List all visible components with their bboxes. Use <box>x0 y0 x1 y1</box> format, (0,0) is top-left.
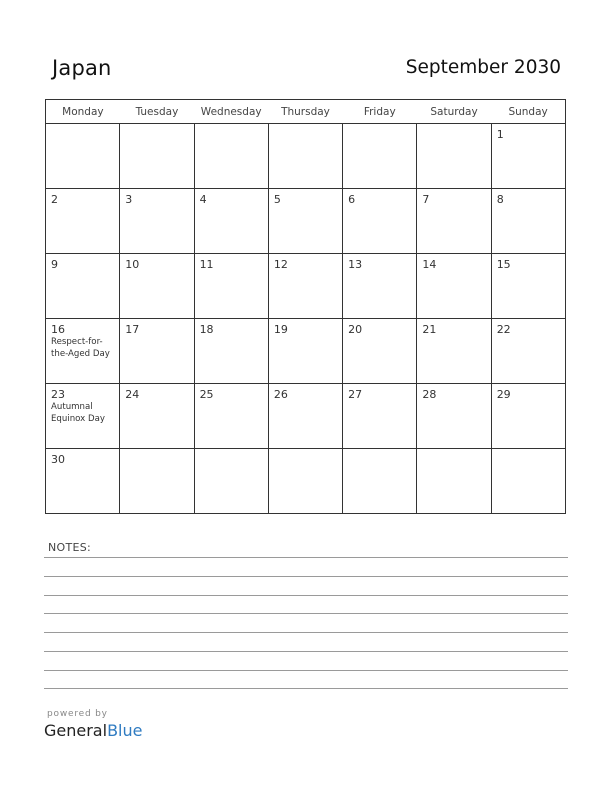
day-number: 28 <box>422 388 437 401</box>
note-line <box>44 576 568 577</box>
calendar-day-cell[interactable] <box>46 189 120 254</box>
day-number: 10 <box>125 258 140 271</box>
notes-label: NOTES: <box>48 541 92 554</box>
calendar-empty-cell <box>194 124 268 189</box>
calendar-day-cell[interactable] <box>194 384 268 449</box>
calendar-day-cell[interactable] <box>194 319 268 384</box>
weekday-header-row <box>46 100 566 124</box>
calendar-day-cell[interactable] <box>120 189 194 254</box>
day-number: 23 <box>51 388 65 401</box>
note-line <box>44 651 568 652</box>
note-line <box>44 557 568 558</box>
weekday-thursday: Thursday <box>268 100 342 124</box>
day-number: 19 <box>273 323 288 336</box>
brand-blue: Blue <box>107 721 143 740</box>
day-number: 16 <box>51 323 65 336</box>
calendar-day-cell[interactable] <box>268 319 342 384</box>
note-line <box>44 613 568 614</box>
weekday-wednesday: Wednesday <box>194 100 268 124</box>
note-line <box>44 688 568 689</box>
day-number: 14 <box>422 258 437 271</box>
weekday-sunday: Sunday <box>491 100 565 124</box>
note-line <box>44 632 568 633</box>
calendar-empty-cell <box>343 124 417 189</box>
day-number: 11 <box>199 258 214 271</box>
calendar-day-cell[interactable] <box>417 189 491 254</box>
day-number: 15 <box>496 258 511 271</box>
day-number: 3 <box>125 193 133 206</box>
calendar-empty-cell <box>268 449 342 514</box>
day-number: 18 <box>199 323 214 336</box>
calendar-day-cell[interactable] <box>491 189 565 254</box>
day-number: 21 <box>422 323 437 336</box>
calendar-day-cell[interactable] <box>491 319 565 384</box>
calendar-week-row <box>46 254 566 319</box>
day-number: 27 <box>348 388 363 401</box>
calendar-empty-cell <box>491 449 565 514</box>
day-number: 8 <box>496 193 504 206</box>
calendar-day-cell[interactable] <box>46 319 120 384</box>
calendar-week-row <box>46 384 566 449</box>
day-number: 12 <box>273 258 288 271</box>
holiday-label: Autumnal Equinox Day <box>51 402 105 424</box>
day-number: 20 <box>348 323 363 336</box>
calendar-day-cell[interactable] <box>343 254 417 319</box>
calendar-day-cell[interactable] <box>343 384 417 449</box>
calendar-day-cell[interactable] <box>417 319 491 384</box>
day-number: 1 <box>496 128 504 141</box>
day-number: 6 <box>348 193 356 206</box>
day-number: 2 <box>51 193 58 206</box>
brand-general: General <box>44 721 108 740</box>
calendar-day-cell[interactable] <box>491 254 565 319</box>
calendar-empty-cell <box>343 449 417 514</box>
calendar-day-cell[interactable] <box>491 124 565 189</box>
day-number: 24 <box>125 388 140 401</box>
calendar-day-cell[interactable] <box>120 254 194 319</box>
day-number: 9 <box>51 258 58 271</box>
holiday-label: Respect-for-the-Aged Day <box>51 337 110 359</box>
calendar-day-cell[interactable] <box>491 384 565 449</box>
calendar-empty-cell <box>417 449 491 514</box>
generalblue-logo[interactable] <box>44 721 142 740</box>
calendar-day-cell[interactable] <box>417 384 491 449</box>
weekday-tuesday: Tuesday <box>120 100 194 124</box>
calendar-day-cell[interactable] <box>120 319 194 384</box>
calendar-day-cell[interactable] <box>46 384 120 449</box>
calendar-week-row <box>46 319 566 384</box>
calendar-day-cell[interactable] <box>417 254 491 319</box>
powered-by-text: powered by <box>47 709 108 719</box>
day-number: 29 <box>496 388 511 401</box>
calendar-empty-cell <box>194 449 268 514</box>
calendar-empty-cell <box>417 124 491 189</box>
calendar-empty-cell <box>120 449 194 514</box>
day-number: 30 <box>51 453 65 466</box>
calendar-day-cell[interactable] <box>194 189 268 254</box>
calendar-week-row <box>46 449 566 514</box>
calendar-week-row <box>46 124 566 189</box>
day-number: 5 <box>273 193 281 206</box>
day-number: 7 <box>422 193 430 206</box>
calendar-empty-cell <box>46 124 120 189</box>
weekday-saturday: Saturday <box>417 100 491 124</box>
calendar-day-cell[interactable] <box>120 384 194 449</box>
day-number: 17 <box>125 323 140 336</box>
calendar-day-cell[interactable] <box>46 254 120 319</box>
day-number: 26 <box>273 388 288 401</box>
calendar-day-cell[interactable] <box>343 319 417 384</box>
month-title: September 2030 <box>405 57 561 78</box>
weekday-friday: Friday <box>343 100 417 124</box>
calendar-empty-cell <box>120 124 194 189</box>
calendar-day-cell[interactable] <box>268 254 342 319</box>
calendar-day-cell[interactable] <box>268 384 342 449</box>
calendar-day-cell[interactable] <box>343 189 417 254</box>
calendar-empty-cell <box>268 124 342 189</box>
calendar-week-row <box>46 189 566 254</box>
note-line <box>44 670 568 671</box>
day-number: 4 <box>199 193 207 206</box>
day-number: 22 <box>496 323 511 336</box>
day-number: 13 <box>348 258 363 271</box>
calendar-day-cell[interactable] <box>268 189 342 254</box>
weekday-monday: Monday <box>46 100 120 124</box>
calendar-day-cell[interactable] <box>46 449 120 514</box>
calendar-grid <box>45 99 566 514</box>
note-line <box>44 595 568 596</box>
calendar-day-cell[interactable] <box>194 254 268 319</box>
day-number: 25 <box>199 388 214 401</box>
country-title: Japan <box>52 56 112 80</box>
